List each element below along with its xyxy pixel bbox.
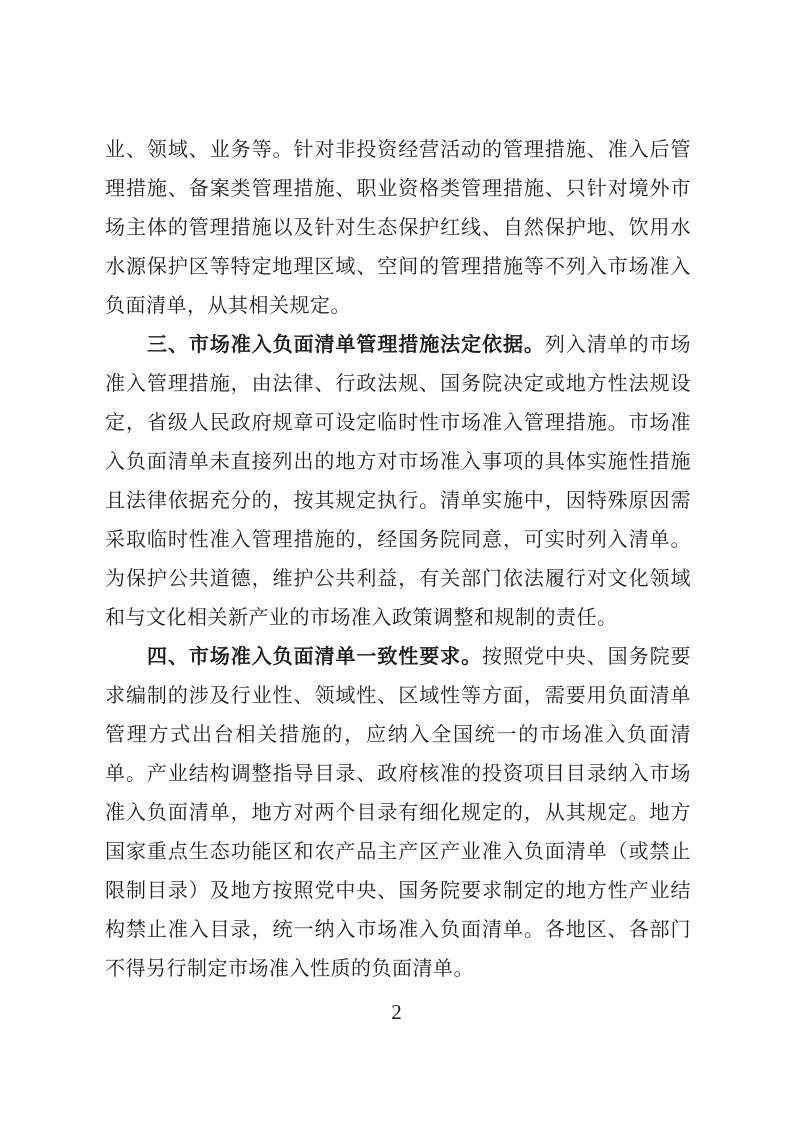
text-line: 单。产业结构调整指导目录、政府核准的投资项目目录纳入市场 (105, 763, 691, 785)
text-line: 构禁止准入目录，统一纳入市场准入负面清单。各地区、各部门 (105, 919, 691, 941)
text-line: 不得另行制定市场准入性质的负面清单。 (105, 958, 474, 980)
text-line: 和与文化相关新产业的市场准入政策调整和规制的责任。 (105, 607, 618, 629)
paragraph (105, 638, 691, 989)
paragraph (105, 131, 691, 326)
text-line: 业、领域、业务等。针对非投资经营活动的管理措施、准入后管 (105, 139, 691, 161)
text-line: 求编制的涉及行业性、领域性、区域性等方面，需要用负面清单 (105, 685, 691, 707)
text-line: 准入负面清单，地方对两个目录有细化规定的，从其规定。地方 (105, 802, 691, 824)
text-line: 准入管理措施，由法律、行政法规、国务院决定或地方性法规设 (105, 373, 691, 395)
text-line: 国家重点生态功能区和农产品主产区产业准入负面清单（或禁止 (105, 841, 691, 863)
text-line: 理措施、备案类管理措施、职业资格类管理措施、只针对境外市 (105, 178, 691, 200)
text-line: 限制目录）及地方按照党中央、国务院要求制定的地方性产业结 (105, 880, 691, 902)
text-line: 四、市场准入负面清单一致性要求。按照党中央、国务院要 (147, 646, 691, 668)
page-number: 2 (391, 1000, 402, 1024)
document-body (105, 131, 691, 989)
text-line: 三、市场准入负面清单管理措施法定依据。列入清单的市场 (147, 334, 691, 356)
paragraph (105, 326, 691, 638)
text-line: 入负面清单未直接列出的地方对市场准入事项的具体实施性措施 (105, 451, 691, 473)
text-line: 负面清单，从其相关规定。 (105, 295, 351, 317)
text-line: 水源保护区等特定地理区域、空间的管理措施等不列入市场准入 (105, 256, 691, 278)
section-heading: 三、市场准入负面清单管理措施法定依据。 (147, 334, 545, 356)
text-line: 且法律依据充分的，按其规定执行。清单实施中，因特殊原因需 (105, 490, 691, 512)
text-line: 采取临时性准入管理措施的，经国务院同意，可实时列入清单。 (105, 529, 691, 551)
text-line: 管理方式出台相关措施的，应纳入全国统一的市场准入负面清 (105, 724, 691, 746)
text-line: 定，省级人民政府规章可设定临时性市场准入管理措施。市场准 (105, 412, 691, 434)
text-line: 场主体的管理措施以及针对生态保护红线、自然保护地、饮用水 (105, 217, 691, 239)
section-heading: 四、市场准入负面清单一致性要求。 (147, 646, 483, 668)
text-line: 为保护公共道德，维护公共利益，有关部门依法履行对文化领域 (105, 568, 691, 590)
